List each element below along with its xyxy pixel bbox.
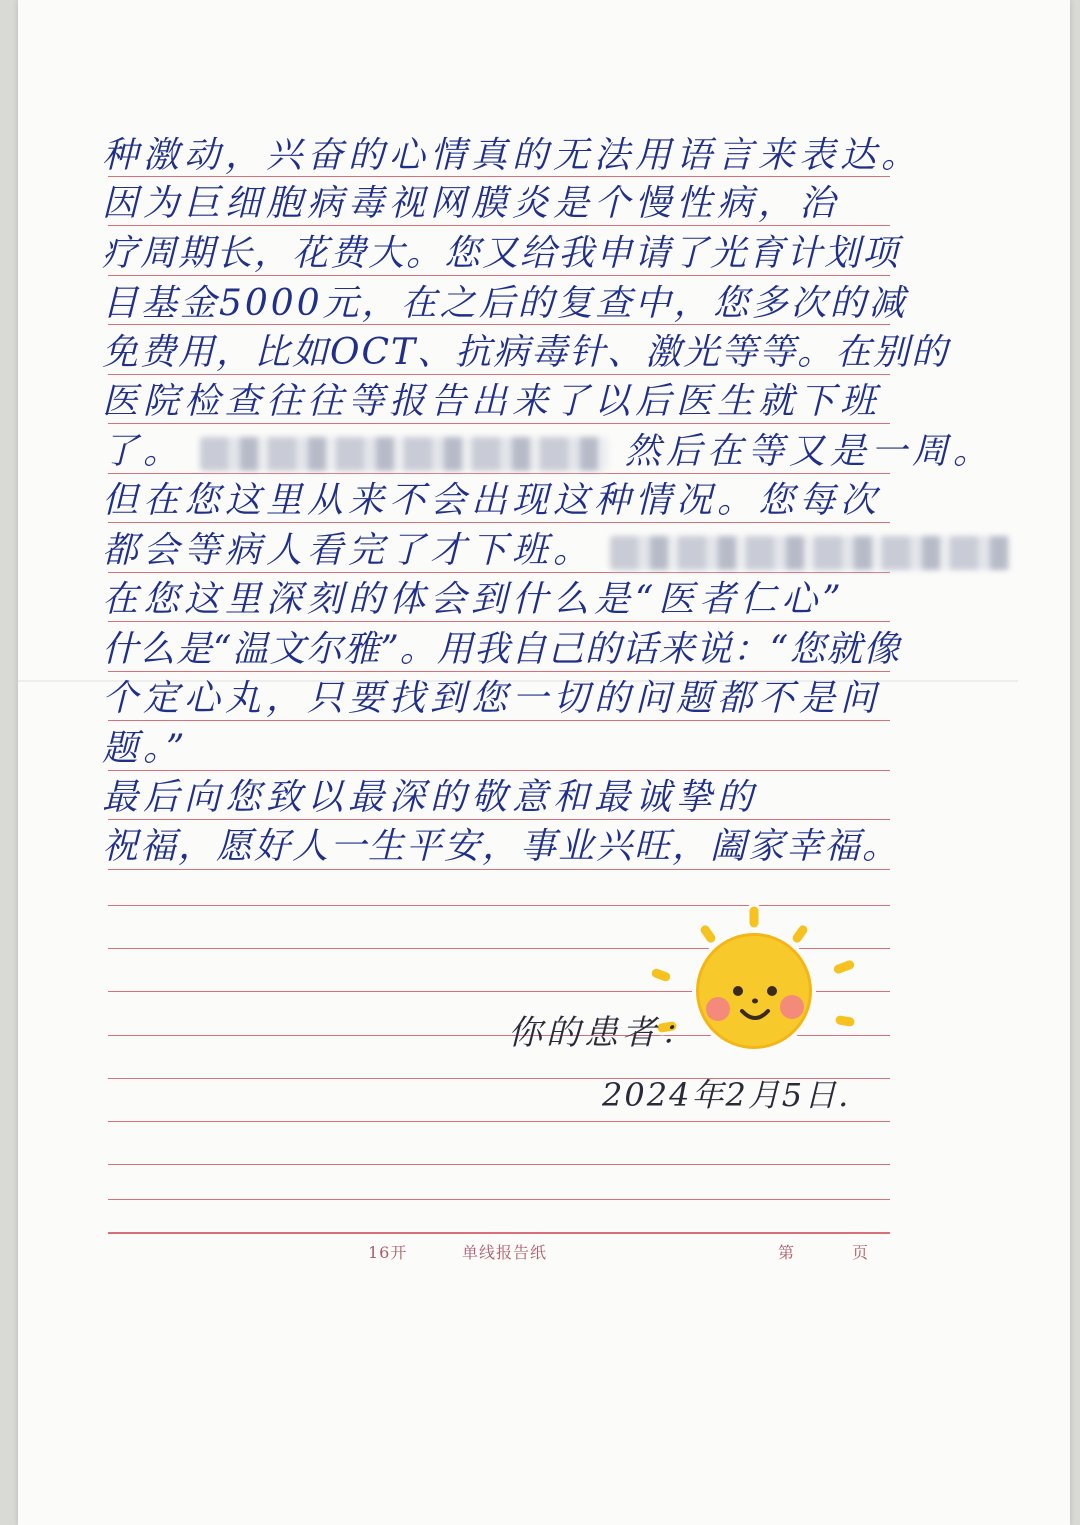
letter-line-8: 但在您这里从来不会出现这种情况。您每次 — [102, 480, 882, 521]
ruled-line — [108, 1164, 890, 1165]
letter-line-9-start: 都会等病人看完了才下班。 — [102, 530, 595, 571]
letter-line-14: 最后向您致以最深的敬意和最诚挚的 — [102, 777, 759, 818]
letter-line-13: 题。” — [102, 728, 190, 769]
letter-line-15: 祝福，愿好人一生平安，事业兴旺，阖家幸福。 — [102, 826, 901, 867]
letter-line-7-end: 然后在等又是一周。 — [624, 431, 994, 472]
letter-line-5: 免费用，比如OCT、抗病毒针、激光等等。在别的 — [102, 332, 950, 373]
page-label-first: 第 — [778, 1243, 796, 1262]
letter-line-6: 医院检查往往等报告出来了以后医生就下班 — [102, 381, 882, 422]
letter-line-10: 在您这里深刻的体会到什么是“医者仁心” — [102, 579, 846, 620]
footer-rule — [108, 1232, 890, 1234]
letter-line-9 — [102, 527, 930, 575]
letter-date: 2024年2月5日. — [602, 1076, 851, 1114]
ruled-line — [108, 1121, 890, 1122]
letter-line-12: 个定心丸，只要找到您一切的问题都不是问 — [102, 678, 882, 719]
letter-line-4: 目基金5000元，在之后的复查中，您多次的减 — [102, 283, 908, 324]
letter-line-1: 种激动，兴奋的心情真的无法用语言来表达。 — [102, 135, 923, 176]
redacted-text — [200, 437, 608, 471]
paper-size-label: 16开 — [368, 1243, 408, 1262]
letter-line-7-start: 了。 — [102, 431, 185, 472]
letter-line-3: 疗周期长，花费大。您又给我申请了光育计划项 — [102, 233, 901, 274]
ruled-line — [108, 1199, 890, 1200]
signature-label: 你的患者： — [508, 1013, 698, 1053]
letter-line-11: 什么是“温文尔雅”。用我自己的话来说：“您就像 — [102, 629, 901, 670]
paper-name-label: 单线报告纸 — [462, 1243, 548, 1262]
page-label-second: 页 — [852, 1243, 870, 1262]
letter-line-7 — [102, 428, 994, 476]
letter-line-2: 因为巨细胞病毒视网膜炎是个慢性病，治 — [102, 183, 841, 224]
redacted-text — [610, 536, 1010, 570]
